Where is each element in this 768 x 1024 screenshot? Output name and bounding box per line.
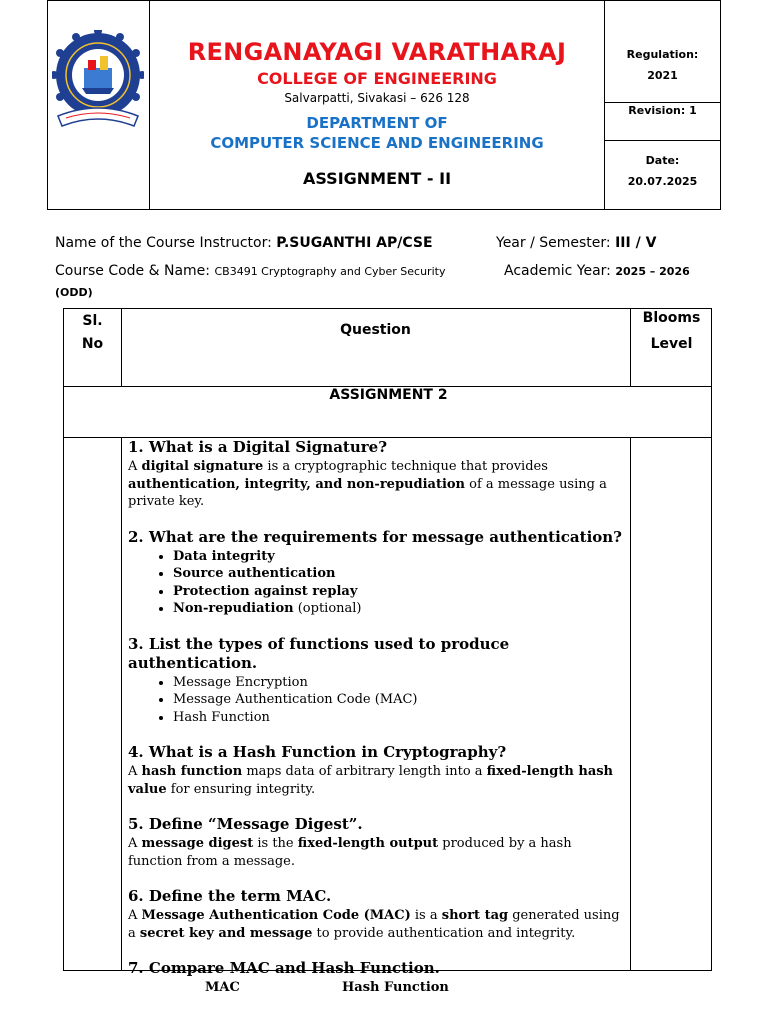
- college-logo: [52, 30, 144, 140]
- q5-title: 5. Define “Message Digest”.: [128, 815, 363, 833]
- college-subtitle: COLLEGE OF ENGINEERING: [257, 69, 497, 88]
- academic-value: 2025 – 2026: [615, 265, 690, 278]
- list-item: • Hash Function: [173, 709, 626, 727]
- q7-col-mac: MAC: [205, 980, 240, 995]
- q2-title: 2. What are the requirements for message authentication?: [128, 527, 622, 546]
- revision: Revision: 1: [628, 104, 697, 117]
- col-divider-2-body: [630, 437, 631, 970]
- course-value: CB3491 Cryptography and Cyber Security: [214, 265, 446, 278]
- question-3: [128, 635, 626, 727]
- year-semester-line: [496, 235, 656, 251]
- question-6: [128, 887, 626, 942]
- instructor-label: Name of the Course Instructor:: [55, 235, 272, 251]
- col-divider-1-body: [121, 437, 122, 970]
- question-2: [128, 528, 626, 618]
- question-content: [128, 438, 626, 997]
- list-item: • Non-repudiation (optional): [173, 600, 626, 618]
- col-header-sl-2: No: [81, 336, 104, 352]
- section-title: ASSIGNMENT 2: [329, 387, 448, 403]
- list-item: • Message Authentication Code (MAC): [173, 691, 626, 709]
- question-1: [128, 438, 626, 511]
- q3-title: 3. List the types of functions used to produce authentication.: [128, 634, 510, 672]
- year-label: Year / Semester:: [496, 235, 611, 251]
- college-name: RENGANAYAGI VARATHARAJ: [187, 38, 567, 66]
- regulation-value: 2021: [647, 69, 678, 82]
- academic-year-line: [504, 263, 690, 279]
- col-header-blooms-2: Level: [650, 336, 693, 352]
- q6-answer: A Message Authentication Code (MAC) is a short tag generated using a secret key and message to provide authentication and integrity.: [128, 908, 620, 941]
- header-row-divider-2: [604, 140, 721, 141]
- college-address: Salvarpatti, Sivakasi – 626 128: [284, 91, 470, 105]
- course-label: Course Code & Name:: [55, 263, 211, 279]
- col-header-blooms-1: Blooms: [642, 310, 701, 326]
- q7-compare-header: [128, 979, 626, 997]
- date-value: 20.07.2025: [627, 175, 698, 188]
- course-line: [55, 263, 445, 279]
- list-item: • Data integrity: [173, 548, 626, 566]
- q1-answer: A digital signature is a cryptographic technique that provides authentication, integrity, and non-repudiation of a message using a private key.: [128, 459, 607, 509]
- assignment-title: ASSIGNMENT - II: [302, 169, 452, 188]
- instructor-value: P.SUGANTHI AP/CSE: [276, 235, 433, 251]
- q1-title: 1. What is a Digital Signature?: [128, 438, 387, 456]
- question-5: [128, 815, 626, 870]
- year-value: III / V: [615, 235, 657, 251]
- department-line1: DEPARTMENT OF: [306, 114, 448, 132]
- q5-answer: A message digest is the fixed-length output produced by a hash function from a message.: [128, 836, 572, 869]
- q6-title: 6. Define the term MAC.: [128, 887, 332, 905]
- date-label: Date:: [645, 154, 680, 167]
- q2-list: [128, 548, 626, 618]
- department-line2: COMPUTER SCIENCE AND ENGINEERING: [210, 134, 544, 152]
- q7-col-hash: Hash Function: [342, 980, 449, 995]
- regulation-label: Regulation:: [626, 48, 699, 61]
- q3-list: [128, 674, 626, 727]
- academic-label: Academic Year:: [504, 263, 611, 279]
- list-item: • Message Encryption: [173, 674, 626, 692]
- col-header-sl-1: Sl.: [82, 313, 103, 329]
- q4-title: 4. What is a Hash Function in Cryptography?: [128, 743, 507, 761]
- semester-type: (ODD): [55, 286, 93, 299]
- question-4: [128, 743, 626, 798]
- q7-title: 7. Compare MAC and Hash Function.: [128, 959, 440, 977]
- question-7: [128, 959, 626, 997]
- q4-answer: A hash function maps data of arbitrary length into a fixed-length hash value for ensuring integrity.: [128, 764, 614, 797]
- instructor-line: [55, 235, 433, 251]
- list-item: • Protection against replay: [173, 583, 626, 601]
- col-header-question: Question: [340, 322, 411, 338]
- list-item: • Source authentication: [173, 565, 626, 583]
